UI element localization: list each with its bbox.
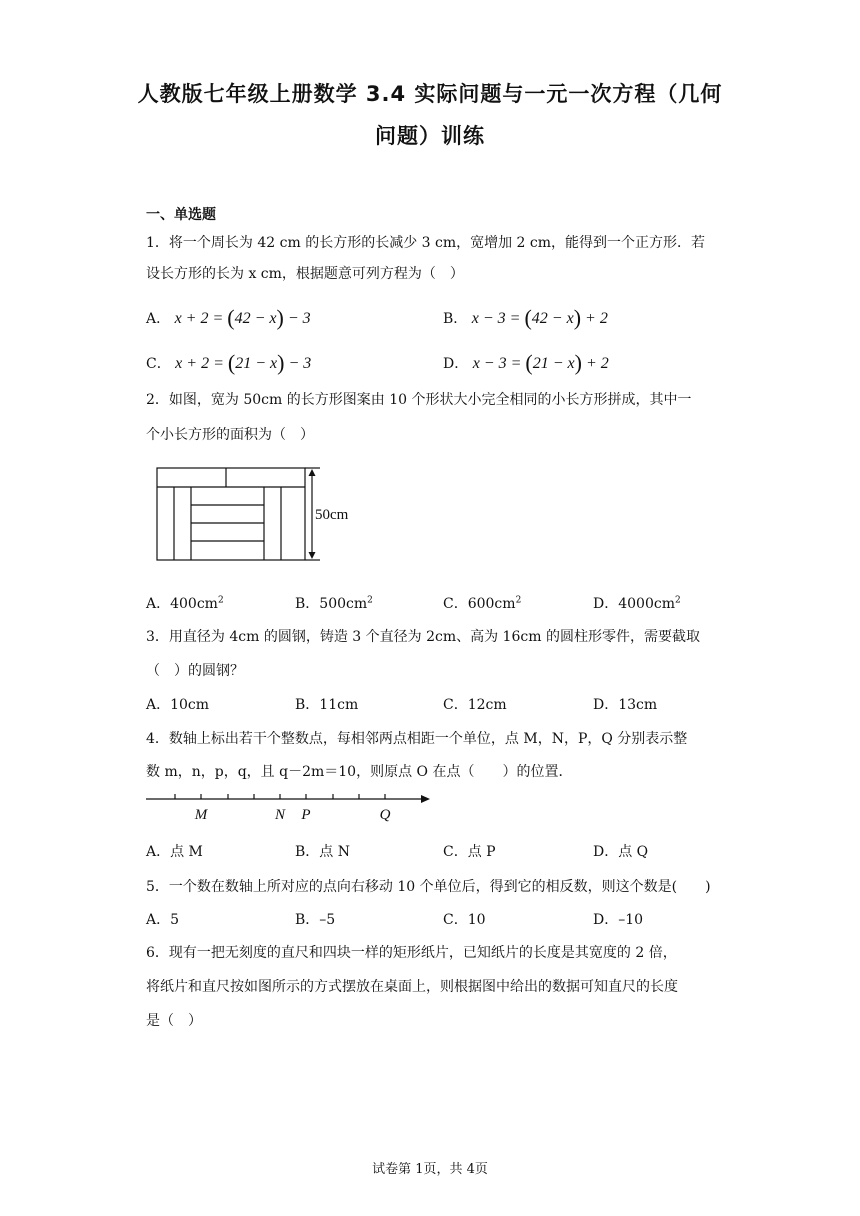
q1-stem-line1: 1．将一个周长为 42 cm 的长方形的长减少 3 cm，宽增加 2 cm，能得到一个正方形．若: [146, 235, 706, 251]
section-heading: 一、单选题: [146, 207, 216, 223]
q1-stem-line2: 设长方形的长为 x cm，根据题意可列方程为（ ）: [146, 266, 464, 282]
q1-option-d: D． x − 3 = (21 − x) + 2: [443, 350, 609, 375]
q5-option-a: A．5: [146, 912, 180, 928]
q2-option-b: B．$500cm^2$: [295, 595, 373, 612]
q5-option-d: D．–10: [593, 912, 644, 928]
outer-rectangle: [157, 468, 305, 560]
dimension-label: 50cm: [315, 507, 349, 523]
q3-stem-line2: （ ）的圆钢？: [146, 663, 244, 679]
q4-number-line: [144, 790, 436, 824]
q2-option-a: A．$400cm^2$: [146, 595, 224, 612]
q6-stem-line2: 将纸片和直尺按如图所示的方式摆放在桌面上，则根据图中给出的数据可知直尺的长度: [146, 979, 678, 995]
q2-rectangle-figure: [150, 462, 370, 568]
arrow-head-bottom: [309, 552, 316, 559]
q1-option-a: A． x + 2 = (42 − x) − 3: [146, 305, 311, 330]
q4-option-d: D．点 Q: [593, 844, 649, 860]
q4-stem-line1: 4．数轴上标出若干个整数点，每相邻两点相距一个单位，点 M，N，P，Q 分别表示整: [146, 731, 688, 747]
q1-option-b: B． x − 3 = (42 − x) + 2: [443, 305, 608, 330]
q6-stem-line1: 6．现有一把无刻度的直尺和四块一样的矩形纸片，已知纸片的长度是其宽度的 2 倍，: [146, 945, 677, 961]
q3-option-b: B．11cm: [295, 697, 359, 713]
axis-label-n: N: [274, 807, 286, 823]
page-title-line1: 人教版七年级上册数学 3.4 实际问题与一元一次方程（几何: [137, 82, 723, 106]
q4-option-a: A．点 M: [146, 844, 203, 860]
q5-stem-line1: 5．一个数在数轴上所对应的点向右移动 10 个单位后，得到它的相反数，则这个数是( ): [146, 879, 711, 895]
axis-label-p: P: [301, 807, 311, 823]
q5-option-b: B．–5: [295, 912, 336, 928]
axis-label-m: M: [194, 807, 208, 823]
q2-stem-line2: 个小长方形的面积为（ ）: [146, 427, 314, 443]
q2-stem-line1: 2．如图，宽为 50cm 的长方形图案由 10 个形状大小完全相同的小长方形拼成，其中一: [146, 392, 692, 408]
q5-option-c: C．10: [443, 912, 486, 928]
q3-option-d: D．13cm: [593, 697, 658, 713]
arrow-head-top: [309, 469, 316, 476]
q4-stem-line2: 数 m，n，p，q，且 q－2m＝10，则原点 O 在点（ ）的位置．: [146, 764, 573, 780]
q2-option-c: C．$600cm^2$: [443, 595, 522, 612]
axis-ticks: [175, 794, 385, 799]
page-footer: 试卷第 1页，共 4页: [372, 1162, 488, 1177]
q4-option-c: C．点 P: [443, 844, 496, 860]
q6-stem-line3: 是（ ）: [146, 1013, 202, 1029]
q4-option-b: B．点 N: [295, 844, 350, 860]
q3-option-c: C．12cm: [443, 697, 507, 713]
q3-option-a: A．10cm: [146, 697, 210, 713]
q2-option-d: D．$4000cm^2$: [593, 595, 681, 612]
q1-option-c: C． x + 2 = (21 − x) − 3: [146, 350, 312, 375]
q3-stem-line1: 3．用直径为 4cm 的圆钢，铸造 3 个直径为 2cm、高为 16cm 的圆柱形零件，需要截取: [146, 629, 700, 645]
axis-arrow: [421, 795, 430, 803]
axis-label-q: Q: [379, 807, 391, 823]
page-title-line2: 问题）训练: [375, 124, 485, 148]
